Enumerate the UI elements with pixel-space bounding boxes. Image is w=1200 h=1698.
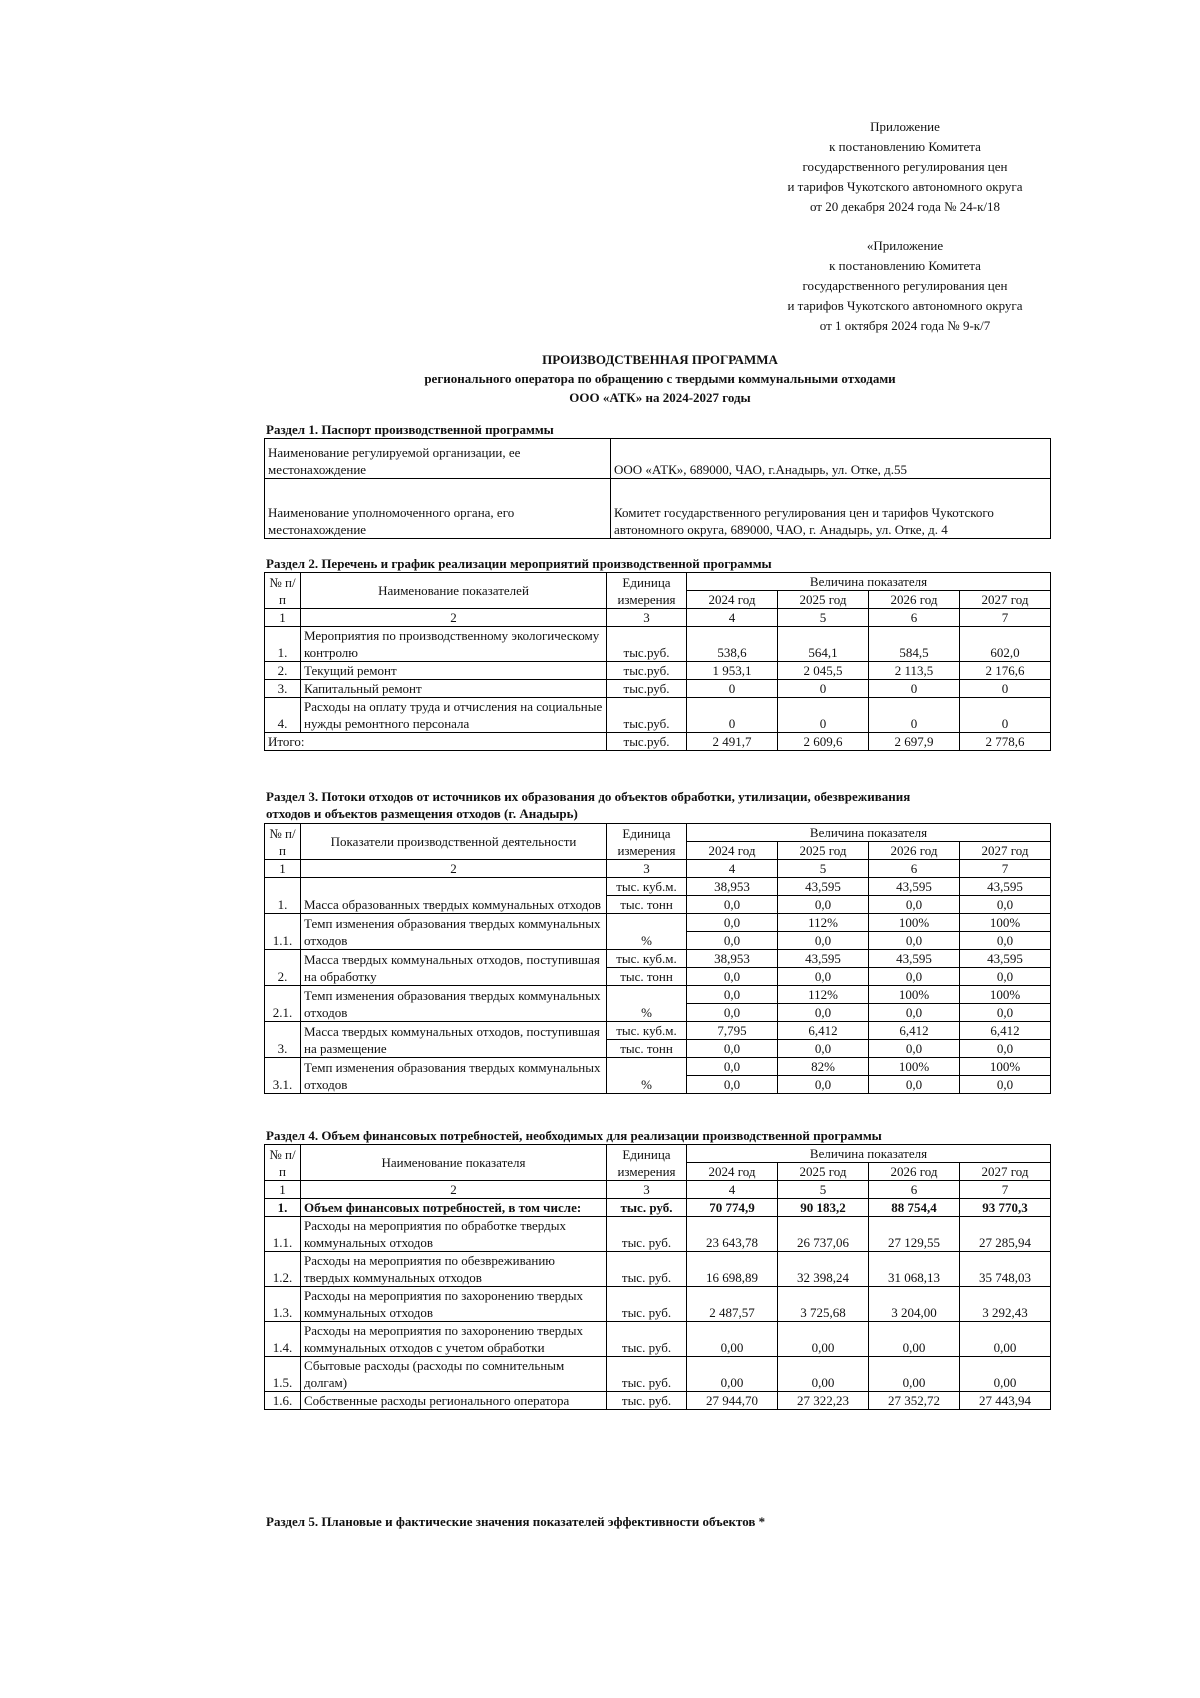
- row-value: 0,0: [960, 968, 1051, 986]
- row-value: 0,00: [960, 1357, 1051, 1392]
- row-num: 1.: [265, 627, 301, 662]
- row-unit: тыс. тонн: [607, 968, 687, 986]
- section3-title: [266, 788, 910, 822]
- row-num: 1.4.: [265, 1322, 301, 1357]
- row-value: 2 778,6: [960, 733, 1051, 751]
- col-number: 6: [869, 860, 960, 878]
- appendix-line: к постановлению Комитета: [829, 258, 981, 273]
- passport-value: Комитет государственного регулирования цен и тарифов Чукотского автономного округа, 689000, ЧАО, г. Анадырь, ул. Отке, д. 4: [611, 479, 1051, 539]
- row-value: 70 774,9: [687, 1199, 778, 1217]
- row-value: 43,595: [960, 950, 1051, 968]
- row-value: 0: [869, 680, 960, 698]
- row-value: 0,0: [687, 896, 778, 914]
- row-unit: тыс. куб.м.: [607, 878, 687, 896]
- row-unit: тыс. руб.: [607, 1287, 687, 1322]
- row-value: 0,0: [778, 1004, 869, 1022]
- appendix-line: государственного регулирования цен: [802, 159, 1008, 174]
- table-header-row: [265, 824, 1051, 842]
- table-row: [265, 986, 1051, 1004]
- row-value: 0,00: [687, 1357, 778, 1392]
- row-num: 1.: [265, 1199, 301, 1217]
- row-value: 0,00: [960, 1322, 1051, 1357]
- row-value: 0,0: [869, 1004, 960, 1022]
- appendix-line: и тарифов Чукотского автономного округа: [787, 179, 1023, 194]
- row-value: 1 953,1: [687, 662, 778, 680]
- col-number: 7: [960, 609, 1051, 627]
- row-unit: тыс. руб.: [607, 1252, 687, 1287]
- col-number: 5: [778, 1181, 869, 1199]
- col-header-unit: Единица измерения: [607, 573, 687, 609]
- row-value: 0,00: [778, 1322, 869, 1357]
- col-number: 7: [960, 1181, 1051, 1199]
- col-number: 1: [265, 609, 301, 627]
- col-number: 3: [607, 860, 687, 878]
- row-value: 0: [687, 680, 778, 698]
- row-value: 0,0: [869, 968, 960, 986]
- row-value: 100%: [960, 914, 1051, 932]
- col-header-unit: Единица измерения: [607, 1145, 687, 1181]
- table-row: [265, 698, 1051, 733]
- row-value: 100%: [960, 1058, 1051, 1076]
- section3-table: [264, 823, 1051, 1094]
- col-number: 4: [687, 609, 778, 627]
- row-value: 0,0: [687, 1040, 778, 1058]
- row-value: 0,0: [778, 932, 869, 950]
- row-value: 100%: [869, 1058, 960, 1076]
- title-line: ООО «АТК» на 2024-2027 годы: [569, 390, 751, 405]
- row-value: 0,0: [687, 914, 778, 932]
- col-number: 3: [607, 1181, 687, 1199]
- row-name: Капитальный ремонт: [301, 680, 607, 698]
- row-num: 1.: [265, 878, 301, 914]
- passport-label: Наименование уполномоченного органа, его местонахождение: [265, 479, 611, 539]
- row-num: 3.: [265, 1022, 301, 1058]
- row-num: 1.6.: [265, 1392, 301, 1410]
- row-value: 0,0: [869, 1076, 960, 1094]
- row-name: Расходы на мероприятия по обезвреживанию твердых коммунальных отходов: [301, 1252, 607, 1287]
- row-value: 38,953: [687, 878, 778, 896]
- row-value: 43,595: [778, 878, 869, 896]
- row-unit: тыс. тонн: [607, 1040, 687, 1058]
- col-header-num: № п/п: [265, 1145, 301, 1181]
- row-name: Расходы на мероприятия по захоронению твердых коммунальных отходов с учетом обработки: [301, 1322, 607, 1357]
- row-unit: тыс. куб.м.: [607, 1022, 687, 1040]
- col-number: 7: [960, 860, 1051, 878]
- row-value: 2 176,6: [960, 662, 1051, 680]
- row-num: 2.: [265, 950, 301, 986]
- row-value: 0,0: [778, 968, 869, 986]
- row-value: 16 698,89: [687, 1252, 778, 1287]
- row-value: 0,00: [778, 1357, 869, 1392]
- row-num: 4.: [265, 698, 301, 733]
- row-value: 112%: [778, 914, 869, 932]
- col-header-unit: Единица измерения: [607, 824, 687, 860]
- row-value: 2 609,6: [778, 733, 869, 751]
- section2-table: [264, 572, 1051, 751]
- col-number: 4: [687, 860, 778, 878]
- col-header-name: Наименование показателя: [301, 1145, 607, 1181]
- row-value: 0,0: [960, 1004, 1051, 1022]
- row-value: 0,00: [687, 1322, 778, 1357]
- row-value: 100%: [869, 986, 960, 1004]
- row-name: Расходы на оплату труда и отчисления на социальные нужды ремонтного персонала: [301, 698, 607, 733]
- row-name: Собственные расходы регионального оператора: [301, 1392, 607, 1410]
- row-value: 27 285,94: [960, 1217, 1051, 1252]
- row-num: 2.1.: [265, 986, 301, 1022]
- row-value: 0: [778, 698, 869, 733]
- table-row: [265, 878, 1051, 896]
- col-header-year: 2024 год: [687, 1163, 778, 1181]
- row-value: 0,0: [869, 1040, 960, 1058]
- col-header-value: Величина показателя: [687, 824, 1051, 842]
- col-header-num: № п/п: [265, 573, 301, 609]
- row-unit: тыс.руб.: [607, 680, 687, 698]
- table-row: [265, 1022, 1051, 1040]
- row-unit: тыс.руб.: [607, 733, 687, 751]
- row-value: 31 068,13: [869, 1252, 960, 1287]
- row-name: Расходы на мероприятия по обработке твердых коммунальных отходов: [301, 1217, 607, 1252]
- appendix-line: государственного регулирования цен: [802, 278, 1008, 293]
- row-num: 2.: [265, 662, 301, 680]
- row-value: 0,0: [687, 968, 778, 986]
- col-header-year: 2027 год: [960, 591, 1051, 609]
- section4-title: Раздел 4. Объем финансовых потребностей, необходимых для реализации производственной программы: [266, 1128, 882, 1143]
- col-number-row: [265, 860, 1051, 878]
- section2-title: Раздел 2. Перечень и график реализации мероприятий производственной программы: [266, 556, 772, 571]
- row-value: 3 725,68: [778, 1287, 869, 1322]
- row-value: 6,412: [960, 1022, 1051, 1040]
- col-header-year: 2027 год: [960, 842, 1051, 860]
- row-num: 3.: [265, 680, 301, 698]
- row-value: 0,0: [687, 932, 778, 950]
- appendix-line: от 1 октября 2024 года № 9-к/7: [819, 318, 991, 333]
- row-value: 100%: [960, 986, 1051, 1004]
- row-num: 1.5.: [265, 1357, 301, 1392]
- col-header-year: 2025 год: [778, 1163, 869, 1181]
- section5-title: Раздел 5. Плановые и фактические значения показателей эффективности объектов *: [266, 1514, 766, 1529]
- col-header-year: 2026 год: [869, 842, 960, 860]
- row-unit: тыс. куб.м.: [607, 950, 687, 968]
- row-value: 0: [960, 680, 1051, 698]
- col-header-name: Наименование показателей: [301, 573, 607, 609]
- col-number: 6: [869, 609, 960, 627]
- row-unit: тыс.руб.: [607, 627, 687, 662]
- row-name: Сбытовые расходы (расходы по сомнительным долгам): [301, 1357, 607, 1392]
- row-value: 0,0: [778, 896, 869, 914]
- row-value: 82%: [778, 1058, 869, 1076]
- row-value: 2 491,7: [687, 733, 778, 751]
- row-name: Текущий ремонт: [301, 662, 607, 680]
- col-number: 5: [778, 860, 869, 878]
- row-value: 584,5: [869, 627, 960, 662]
- row-name: Расходы на мероприятия по захоронению твердых коммунальных отходов: [301, 1287, 607, 1322]
- row-value: 23 643,78: [687, 1217, 778, 1252]
- table-row: [265, 1058, 1051, 1076]
- row-value: 27 443,94: [960, 1392, 1051, 1410]
- row-value: 0,0: [687, 1004, 778, 1022]
- col-number: 2: [301, 1181, 607, 1199]
- row-value: 43,595: [869, 878, 960, 896]
- row-unit: тыс. руб.: [607, 1199, 687, 1217]
- row-name: Масса твердых коммунальных отходов, поступившая на обработку: [301, 950, 607, 986]
- row-name: Мероприятия по производственному экологическому контролю: [301, 627, 607, 662]
- row-num: 1.1.: [265, 1217, 301, 1252]
- total-label: Итого:: [265, 733, 607, 751]
- table-row: [265, 914, 1051, 932]
- row-value: 0,0: [778, 1076, 869, 1094]
- total-row: [265, 733, 1051, 751]
- row-unit: %: [607, 986, 687, 1022]
- row-name: Темп изменения образования твердых коммунальных отходов: [301, 914, 607, 950]
- table-row: [265, 1287, 1051, 1322]
- appendix-header-old: [760, 236, 1050, 336]
- row-value: 27 129,55: [869, 1217, 960, 1252]
- table-header-row: [265, 573, 1051, 591]
- row-value: 38,953: [687, 950, 778, 968]
- title-line: регионального оператора по обращению с твердыми коммунальными отходами: [424, 371, 896, 386]
- row-name: Масса образованных твердых коммунальных отходов: [301, 878, 607, 914]
- row-value: 0,0: [869, 932, 960, 950]
- row-value: 538,6: [687, 627, 778, 662]
- row-value: 32 398,24: [778, 1252, 869, 1287]
- document-title: [270, 350, 1050, 407]
- row-num: 1.3.: [265, 1287, 301, 1322]
- row-num: 3.1.: [265, 1058, 301, 1094]
- title-line: ПРОИЗВОДСТВЕННАЯ ПРОГРАММА: [542, 352, 778, 367]
- col-number-row: [265, 1181, 1051, 1199]
- row-num: 1.1.: [265, 914, 301, 950]
- section1-title: Раздел 1. Паспорт производственной программы: [266, 422, 554, 437]
- table-row: [265, 439, 1051, 479]
- row-value: 43,595: [778, 950, 869, 968]
- row-value: 2 045,5: [778, 662, 869, 680]
- appendix-line: Приложение: [870, 119, 940, 134]
- col-header-year: 2027 год: [960, 1163, 1051, 1181]
- row-unit: %: [607, 914, 687, 950]
- row-name: Масса твердых коммунальных отходов, поступившая на размещение: [301, 1022, 607, 1058]
- table-row: [265, 1322, 1051, 1357]
- row-value: 0: [869, 698, 960, 733]
- col-header-year: 2026 год: [869, 591, 960, 609]
- row-value: 27 944,70: [687, 1392, 778, 1410]
- row-unit: тыс. руб.: [607, 1392, 687, 1410]
- col-header-num: № п/п: [265, 824, 301, 860]
- row-value: 112%: [778, 986, 869, 1004]
- col-header-year: 2025 год: [778, 591, 869, 609]
- row-value: 6,412: [778, 1022, 869, 1040]
- table-row: [265, 1199, 1051, 1217]
- row-value: 3 204,00: [869, 1287, 960, 1322]
- row-value: 6,412: [869, 1022, 960, 1040]
- section3-title-line: отходов и объектов размещения отходов (г. Анадырь): [266, 806, 578, 821]
- section4-table: [264, 1144, 1051, 1410]
- row-num: 1.2.: [265, 1252, 301, 1287]
- table-row: [265, 1392, 1051, 1410]
- row-value: 0: [778, 680, 869, 698]
- passport-value: ООО «АТК», 689000, ЧАО, г.Анадырь, ул. Отке, д.55: [611, 439, 1051, 479]
- section3-title-line: Раздел 3. Потоки отходов от источников их образования до объектов обработки, утилизации, обезвреживания: [266, 789, 911, 804]
- row-value: 0,0: [687, 986, 778, 1004]
- row-value: 43,595: [960, 878, 1051, 896]
- row-value: 88 754,4: [869, 1199, 960, 1217]
- row-value: 2 113,5: [869, 662, 960, 680]
- table-row: [265, 1217, 1051, 1252]
- col-number: 1: [265, 1181, 301, 1199]
- row-value: 2 697,9: [869, 733, 960, 751]
- row-value: 7,795: [687, 1022, 778, 1040]
- passport-label: Наименование регулируемой организации, ее местонахождение: [265, 439, 611, 479]
- col-header-name: Показатели производственной деятельности: [301, 824, 607, 860]
- row-value: 26 737,06: [778, 1217, 869, 1252]
- appendix-line: от 20 декабря 2024 года № 24-к/18: [809, 199, 1001, 214]
- col-number: 4: [687, 1181, 778, 1199]
- row-value: 0,0: [960, 1076, 1051, 1094]
- appendix-line: и тарифов Чукотского автономного округа: [787, 298, 1023, 313]
- row-unit: %: [607, 1058, 687, 1094]
- row-value: 0,00: [869, 1322, 960, 1357]
- col-number: 6: [869, 1181, 960, 1199]
- row-value: 93 770,3: [960, 1199, 1051, 1217]
- col-number: 1: [265, 860, 301, 878]
- row-value: 0,0: [960, 896, 1051, 914]
- row-value: 35 748,03: [960, 1252, 1051, 1287]
- row-value: 0,0: [869, 896, 960, 914]
- table-row: [265, 1252, 1051, 1287]
- row-value: 27 322,23: [778, 1392, 869, 1410]
- col-number: 3: [607, 609, 687, 627]
- col-header-value: Величина показателя: [687, 573, 1051, 591]
- row-value: 0,0: [687, 1058, 778, 1076]
- row-value: 0,00: [869, 1357, 960, 1392]
- appendix-line: «Приложение: [866, 238, 944, 253]
- col-header-year: 2024 год: [687, 842, 778, 860]
- row-unit: тыс.руб.: [607, 698, 687, 733]
- table-row: [265, 627, 1051, 662]
- col-header-year: 2024 год: [687, 591, 778, 609]
- table-row: [265, 662, 1051, 680]
- col-header-year: 2026 год: [869, 1163, 960, 1181]
- row-unit: тыс. тонн: [607, 896, 687, 914]
- col-header-value: Величина показателя: [687, 1145, 1051, 1163]
- section1-table: [264, 438, 1051, 539]
- row-unit: тыс. руб.: [607, 1322, 687, 1357]
- row-value: 0,0: [960, 932, 1051, 950]
- row-value: 0: [687, 698, 778, 733]
- col-number: 5: [778, 609, 869, 627]
- col-number: 2: [301, 609, 607, 627]
- col-number-row: [265, 609, 1051, 627]
- row-value: 90 183,2: [778, 1199, 869, 1217]
- col-header-year: 2025 год: [778, 842, 869, 860]
- row-value: 100%: [869, 914, 960, 932]
- row-value: 0: [960, 698, 1051, 733]
- row-name: Темп изменения образования твердых коммунальных отходов: [301, 1058, 607, 1094]
- row-unit: тыс.руб.: [607, 662, 687, 680]
- row-value: 602,0: [960, 627, 1051, 662]
- row-value: 2 487,57: [687, 1287, 778, 1322]
- row-value: 0,0: [778, 1040, 869, 1058]
- table-row: [265, 680, 1051, 698]
- row-unit: тыс. руб.: [607, 1217, 687, 1252]
- row-value: 43,595: [869, 950, 960, 968]
- table-row: [265, 479, 1051, 539]
- table-row: [265, 1357, 1051, 1392]
- row-name: Объем финансовых потребностей, в том числе:: [301, 1199, 607, 1217]
- row-value: 27 352,72: [869, 1392, 960, 1410]
- row-unit: тыс. руб.: [607, 1357, 687, 1392]
- appendix-line: к постановлению Комитета: [829, 139, 981, 154]
- table-row: [265, 950, 1051, 968]
- appendix-header-new: [760, 117, 1050, 217]
- col-number: 2: [301, 860, 607, 878]
- row-value: 564,1: [778, 627, 869, 662]
- row-name: Темп изменения образования твердых коммунальных отходов: [301, 986, 607, 1022]
- row-value: 0,0: [687, 1076, 778, 1094]
- row-value: 3 292,43: [960, 1287, 1051, 1322]
- row-value: 0,0: [960, 1040, 1051, 1058]
- table-header-row: [265, 1145, 1051, 1163]
